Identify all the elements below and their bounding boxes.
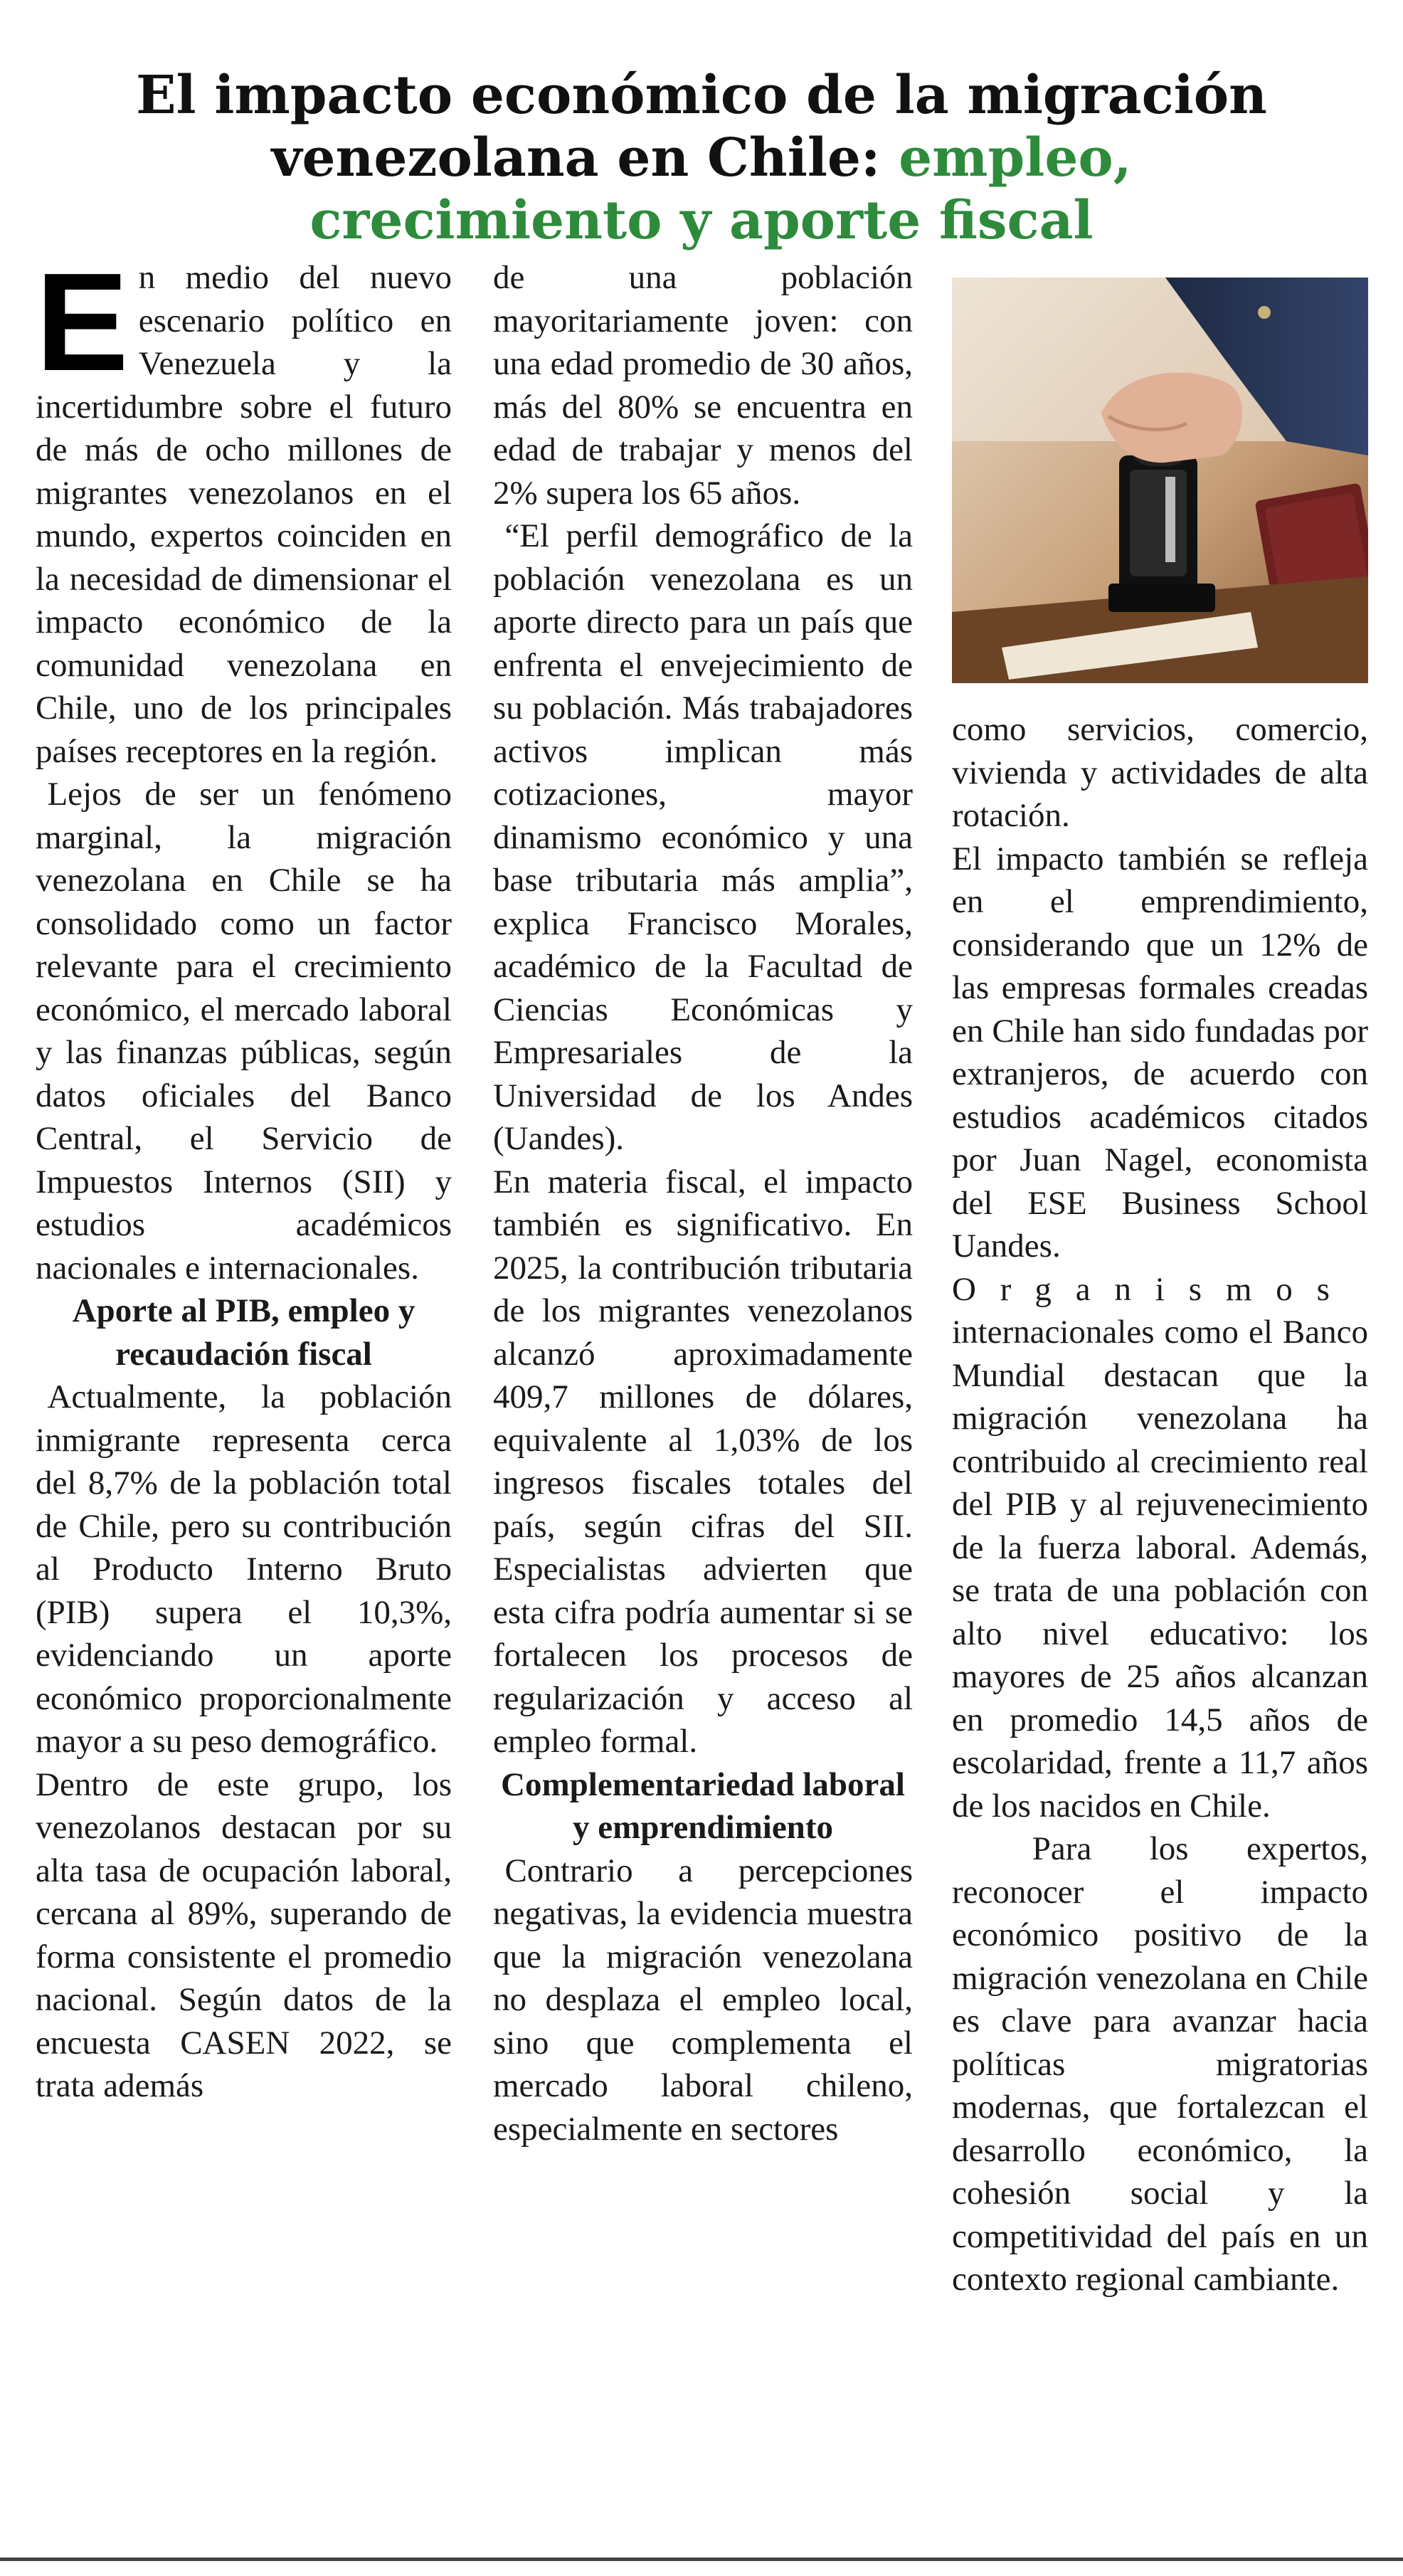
- headline-accent-1: empleo,: [899, 127, 1132, 189]
- headline-line2: venezolana en Chile:: [271, 127, 899, 189]
- photo-illustration: [952, 278, 1368, 683]
- paragraph: Dentro de este grupo, los venezolanos destacan por su alta tasa de ocupación laboral, cercana al 89%, superando de forma consistente el promedio nacional. Según datos de la encuesta CASEN 2022, se trata además: [36, 1765, 452, 2104]
- spaced-word: Organismos: [952, 1270, 1354, 1308]
- paragraph: [952, 1268, 1368, 1828]
- paragraph: Para los expertos, reconocer el impacto económico positivo de la migración venezolana en Chile es clave para avanzar hacia políticas migratorias modernas, que fortalezcan el desarrollo económico, la cohesión social y la competitividad del país en un contexto regional cambiante.: [952, 1830, 1368, 2298]
- bottom-rule: [0, 2557, 1403, 2561]
- subheading: Aporte al PIB, empleo y recaudación fiscal: [72, 1292, 415, 1373]
- paragraph: En materia fiscal, el impacto también es significativo. En 2025, la contribución tributaria de los migrantes venezolanos alcanzó aproximadamente 409,7 millones de dólares, equivalente al 1,03% de los ingresos fiscales totales del país, según cifras del SII. Especialistas advierten que esta cifra podría aumentar si se fortalecen los procesos de regularización y acceso al empleo formal.: [493, 1163, 913, 1760]
- paragraph: como servicios, comercio, vivienda y actividades de alta rotación.: [952, 711, 1368, 834]
- paragraph: [36, 244, 452, 773]
- column-3: [952, 708, 1368, 2301]
- paragraph-text: internacionales como el Banco Mundial destacan que la migración venezolana ha contribuido al crecimiento real del PIB y al rejuvenecimiento de la fuerza laboral. Además, se trata de una población con alto nivel educativo: los mayores de 25 años alcanzan en promedio 14,5 años de escolaridad, frente a 11,7 años de los nacidos en Chile.: [952, 1314, 1368, 1825]
- paragraph-text: n medio del nuevo escenario político en Venezuela y la incertidumbre sobre el futuro de más de ocho millones de migrantes venezolanos en el mundo, expertos coinciden en la necesidad de dimensionar el impacto económico de la comunidad venezolana en Chile, uno de los principales países receptores en la región.: [36, 259, 452, 770]
- headline-line1: El impacto económico de la migración: [136, 64, 1267, 126]
- paragraph: Actualmente, la población inmigrante representa cerca del 8,7% de la población total de Chile, pero su contribución al Producto Interno Bruto (PIB) supera el 10,3%, evidenciando un aporte económico proporcionalmente mayor a su peso demográfico.: [36, 1378, 452, 1760]
- paragraph: Lejos de ser un fenómeno marginal, la migración venezolana en Chile se ha consolidado como un factor relevante para el crecimiento económico, el mercado laboral y las finanzas públicas, según datos oficiales del Banco Central, el Servicio de Impuestos Internos (SII) y estudios académicos nacionales e internacionales.: [36, 776, 452, 1287]
- article-headline: [43, 64, 1360, 252]
- paragraph: Contrario a percepciones negativas, la evidencia muestra que la migración venezolana no desplaza el empleo local, sino que complementa el mercado laboral chileno, especialmente en sectores: [493, 1852, 913, 2148]
- column-1: [36, 244, 452, 2108]
- paragraph: de una población mayoritariamente joven: con una edad promedio de 30 años, más del 80% se encuentra en edad de trabajar y menos del 2% supera los 65 años.: [493, 259, 913, 512]
- headline-accent-2: crecimiento y aporte fiscal: [309, 189, 1094, 251]
- column-2: [493, 256, 913, 2150]
- passport-stamp-photo: [952, 278, 1368, 683]
- subheading: Complementariedad laboral y emprendimiento: [501, 1765, 905, 1846]
- paragraph: El impacto también se refleja en el emprendimiento, considerando que un 12% de las empresas formales creadas en Chile han sido fundadas por extranjeros, de acuerdo con estudios académicos citados por Juan Nagel, economista del ESE Business School Uandes.: [952, 840, 1368, 1265]
- drop-cap: E: [36, 244, 129, 400]
- quote-paragraph: “El perfil demográfico de la población venezolana es un aporte directo para un país que enfrenta el envejecimiento de su población. Más trabajadores activos implican más cotizaciones, mayor dinamismo económico y una base tributaria más amplia”, explica Francisco Morales, académico de la Facultad de Ciencias Económicas y Empresariales de la Universidad de los Andes (Uandes).: [493, 517, 913, 1157]
